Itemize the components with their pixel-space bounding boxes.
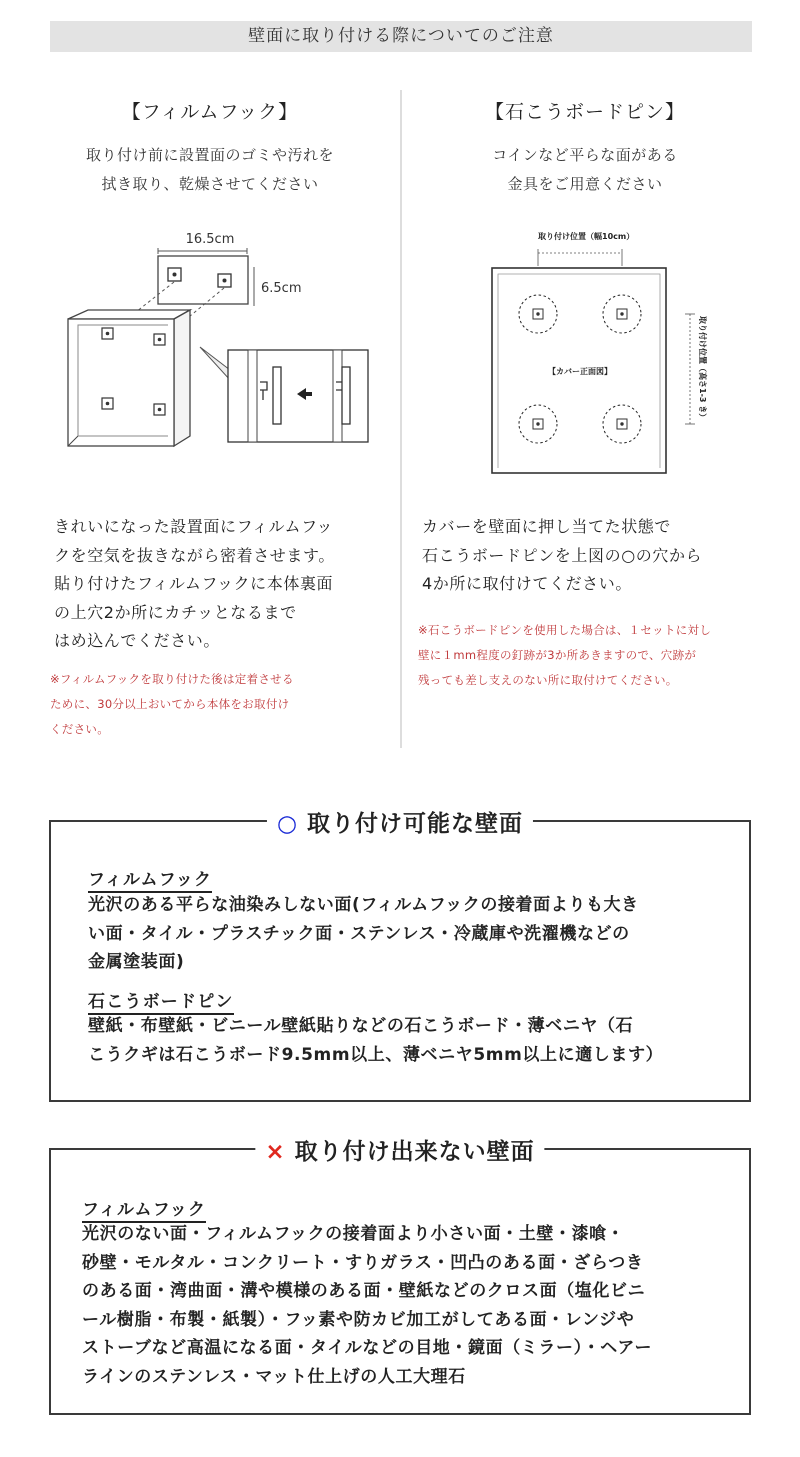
ok-board-pin-text [88, 1012, 748, 1069]
note-line: ください。 [50, 722, 109, 736]
ok-film-hook-heading-wrap [88, 865, 212, 890]
text-line: 壁紙・布壁紙・ビニール壁紙貼りなどの石こうボード・薄ベニヤ（石 [88, 1016, 634, 1036]
cover-front-diagram [480, 226, 730, 482]
board-pin-note [418, 618, 778, 693]
ng-film-hook-heading: フィルムフック [82, 1200, 206, 1223]
note-line: 壁に１mm程度の釘跡が3か所あきますので、穴跡が [418, 648, 697, 662]
column-divider [400, 90, 402, 748]
film-hook-subtitle [40, 141, 380, 199]
suitable-walls-heading [267, 805, 533, 838]
text-line: い面・タイル・プラスチック面・ステンレス・冷蔵庫や洗濯機などの [88, 923, 630, 944]
board-pin-instructions [422, 513, 782, 599]
cover-front-label: 【カバー正面図】 [548, 367, 612, 376]
ok-film-hook-text [88, 891, 748, 977]
ng-film-hook-heading-wrap [82, 1195, 206, 1220]
text-line: ール樹脂・布製・紙製）・フッ素や防カビ加工がしてある面・レンジや [82, 1309, 635, 1330]
film-hook-note [50, 667, 390, 742]
board-pin-subtitle [410, 141, 760, 199]
instruction-line: クを空気を抜きながら密着させます。 [54, 545, 335, 565]
text-line: こうクギは石こうボード9.5mm以上、薄ベニヤ5mm以上に適します） [88, 1044, 664, 1065]
text-line: 金属塗装面) [88, 952, 185, 972]
note-line: 残っても差し支えのない所に取付けてください。 [418, 673, 678, 687]
note-line: ※石こうボードピンを使用した場合は、１セットに対し [418, 623, 712, 637]
film-hook-subtitle-line: 取り付け前に設置面のゴミや汚れを [85, 146, 334, 164]
side-position-label: 取り付け位置（高さ1-3 き） [698, 316, 707, 422]
text-line: ストーブなど高温になる面・タイルなどの目地・鏡面（ミラー）・ヘアー [82, 1338, 653, 1358]
film-hook-title: 【フィルムフック】 [121, 101, 299, 123]
text-line: ラインのステンレス・マット仕上げの人工大理石 [82, 1366, 466, 1387]
film-hook-subtitle-line: 拭き取り、乾燥させてください [101, 175, 319, 193]
board-pin-subtitle-line: 金具をご用意ください [507, 175, 663, 193]
suitable-walls-title: 取り付け可能な壁面 [307, 811, 524, 837]
ng-film-hook-text [82, 1220, 746, 1391]
text-line: 光沢のない面・フィルムフックの接着面より小さい面・土壁・漆喰・ [82, 1224, 625, 1244]
instruction-line: カバーを壁面に押し当てた状態で [422, 517, 672, 536]
height-dimension-label: 6.5cm [261, 281, 302, 296]
instruction-line: 4か所に取付けてください。 [422, 574, 632, 593]
film-hook-diagram [50, 222, 380, 472]
instruction-line: はめ込んでください。 [54, 631, 221, 650]
unsuitable-walls-title: 取り付け出来ない壁面 [294, 1139, 535, 1165]
circle-ok-icon: ○ [276, 811, 299, 837]
ok-board-pin-heading: 石こうボードピン [88, 992, 234, 1015]
instruction-line: 石こうボードピンを上図の○の穴から [422, 545, 703, 565]
text-line: 砂壁・モルタル・コンクリート・すりガラス・凹凸のある面・ざらつき [82, 1252, 644, 1273]
board-pin-subtitle-line: コインなど平らな面がある [492, 146, 678, 164]
film-hook-instructions [54, 513, 394, 656]
text-line: 光沢のある平らな油染みしない面(フィルムフックの接着面よりも大き [88, 895, 639, 915]
instruction-line: 貼り付けたフィルムフックに本体裏面 [54, 574, 334, 593]
cross-ng-icon: × [265, 1139, 286, 1165]
unsuitable-walls-heading [255, 1133, 544, 1166]
text-line: のある面・湾曲面・溝や模様のある面・壁紙などのクロス面（塩化ビニ [82, 1281, 646, 1301]
note-line: ※フィルムフックを取り付けた後は定着させる [50, 672, 294, 686]
instruction-line: の上穴2か所にカチッとなるまで [54, 602, 297, 622]
instruction-line: きれいになった設置面にフィルムフッ [54, 517, 334, 536]
ok-board-pin-heading-wrap [88, 987, 234, 1012]
width-dimension-label: 16.5cm [185, 232, 235, 247]
board-pin-title: 【石こうボードピン】 [484, 101, 685, 123]
page-banner: 壁面に取り付ける際についてのご注意 [50, 21, 752, 52]
ok-film-hook-heading: フィルムフック [88, 870, 212, 893]
top-position-label: 取り付け位置（幅10cm） [538, 232, 635, 241]
note-line: ために、30分以上おいてから本体をお取付け [50, 697, 290, 711]
